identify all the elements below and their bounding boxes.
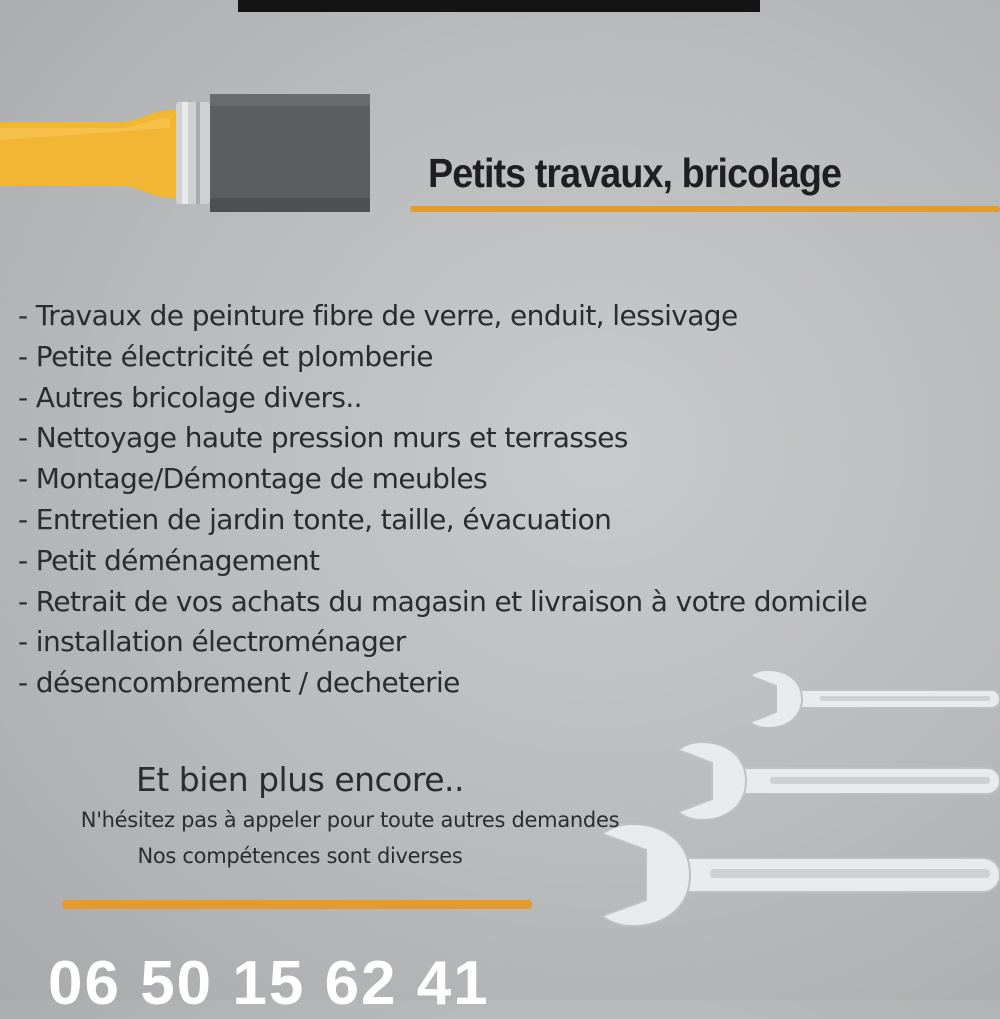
list-item: - installation électroménager [18, 625, 406, 659]
list-item: - Entretien de jardin tonte, taille, évacuation [18, 502, 612, 536]
paintbrush-icon [0, 88, 380, 218]
phone-number: 06 50 15 62 41 [48, 949, 490, 1018]
list-item: - Montage/Démontage de meubles [18, 462, 488, 496]
headline: Petits travaux, bricolage [428, 150, 842, 196]
list-item: - Nettoyage haute pression murs et terrasses [18, 421, 628, 455]
more-line-2: Nos compétences sont diverses [137, 844, 463, 868]
list-item: - Autres bricolage divers.. [18, 380, 362, 414]
wrench-icon [580, 660, 1000, 930]
list-item: - désencombrement / decheterie [18, 666, 460, 700]
bottom-divider [62, 900, 532, 909]
list-item: - Travaux de peinture fibre de verre, enduit, lessivage [18, 299, 738, 332]
list-item: - Petite électricité et plomberie [18, 339, 433, 373]
services-list [18, 296, 1000, 704]
headline-underline [410, 206, 1000, 212]
list-item: - Retrait de vos achats du magasin et livraison à votre domicile [18, 584, 868, 618]
top-bar [238, 0, 760, 12]
more-line-1: N'hésitez pas à appeler pour toute autres demandes [80, 808, 620, 832]
list-item: - Petit déménagement [18, 543, 320, 577]
more-title: Et bien plus encore.. [136, 760, 464, 799]
